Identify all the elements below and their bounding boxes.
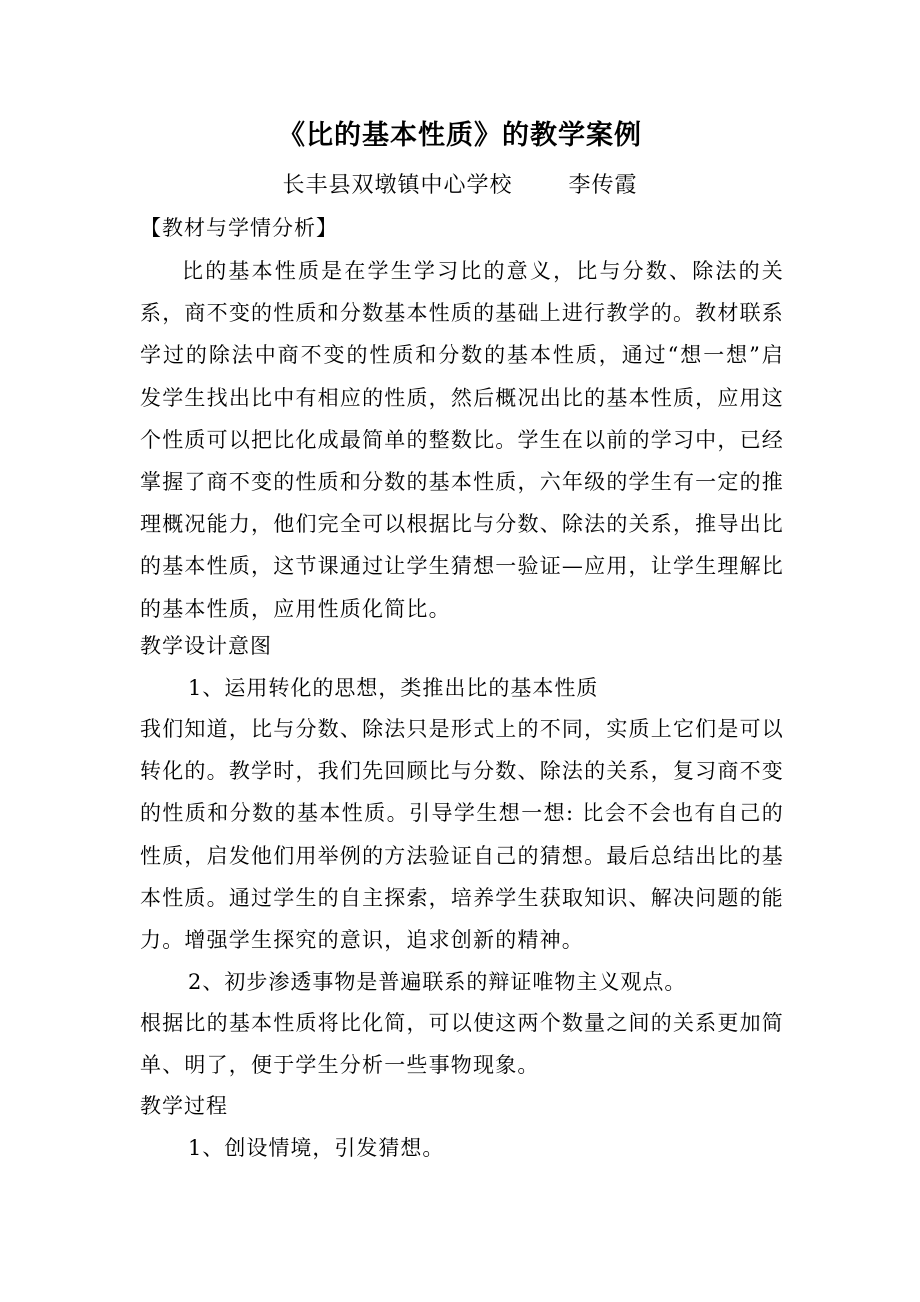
document-title: 《比的基本性质》的教学案例: [278, 120, 642, 151]
design-item-1-paragraph: 我们知道，比与分数、除法只是形式上的不同，实质上它们是可以转化的。教学时，我们先回顾比与分数、除法的关系，复习商不变的性质和分数的基本性质。引导学生想一想: 比会不会也有自己的性质，启发他们用举例的方法验证自己的猜想。最后总结出比的基本性质。通过学生的自主探索，培养学生获取知识、解决问题的能力。增强学生探究的意识，追求创新的精神。: [140, 717, 784, 953]
process-item-1: 1、创设情境，引发猜想。: [188, 1136, 445, 1160]
author-name: 李传霞: [568, 173, 638, 198]
section-heading-design: 教学设计意图: [140, 634, 272, 658]
analysis-paragraph: 比的基本性质是在学生学习比的意义，比与分数、除法的关系，商不变的性质和分数基本性质的基础上进行教学的。教材联系学过的除法中商不变的性质和分数的基本性质，通过“想一想”启发学生找出比中有相应的性质，然后概况出比的基本性质，应用这个性质可以把比化成最简单的整数比。学生在以前的学习中，已经掌握了商不变的性质和分数的基本性质，六年级的学生有一定的推理概况能力，他们完全可以根据比与分数、除法的关系，推导出比的基本性质，这节课通过让学生猜想一验证—应用，让学生理解比的基本性质，应用性质化简比。: [140, 259, 784, 621]
section-heading-analysis: 【教材与学情分析】: [140, 216, 338, 240]
design-item-1: 1、运用转化的思想，类推出比的基本性质: [188, 676, 599, 700]
author-line: [0, 164, 920, 208]
design-item-2: 2、初步渗透事物是普遍联系的辩证唯物主义观点。: [188, 970, 687, 994]
design-item-2-paragraph: 根据比的基本性质将比化简，可以使这两个数量之间的关系更加简单、明了，便于学生分析一些事物现象。: [140, 1011, 784, 1078]
author-school: 长丰县双墩镇中心学校: [282, 173, 513, 198]
section-heading-process: 教学过程: [140, 1094, 228, 1118]
